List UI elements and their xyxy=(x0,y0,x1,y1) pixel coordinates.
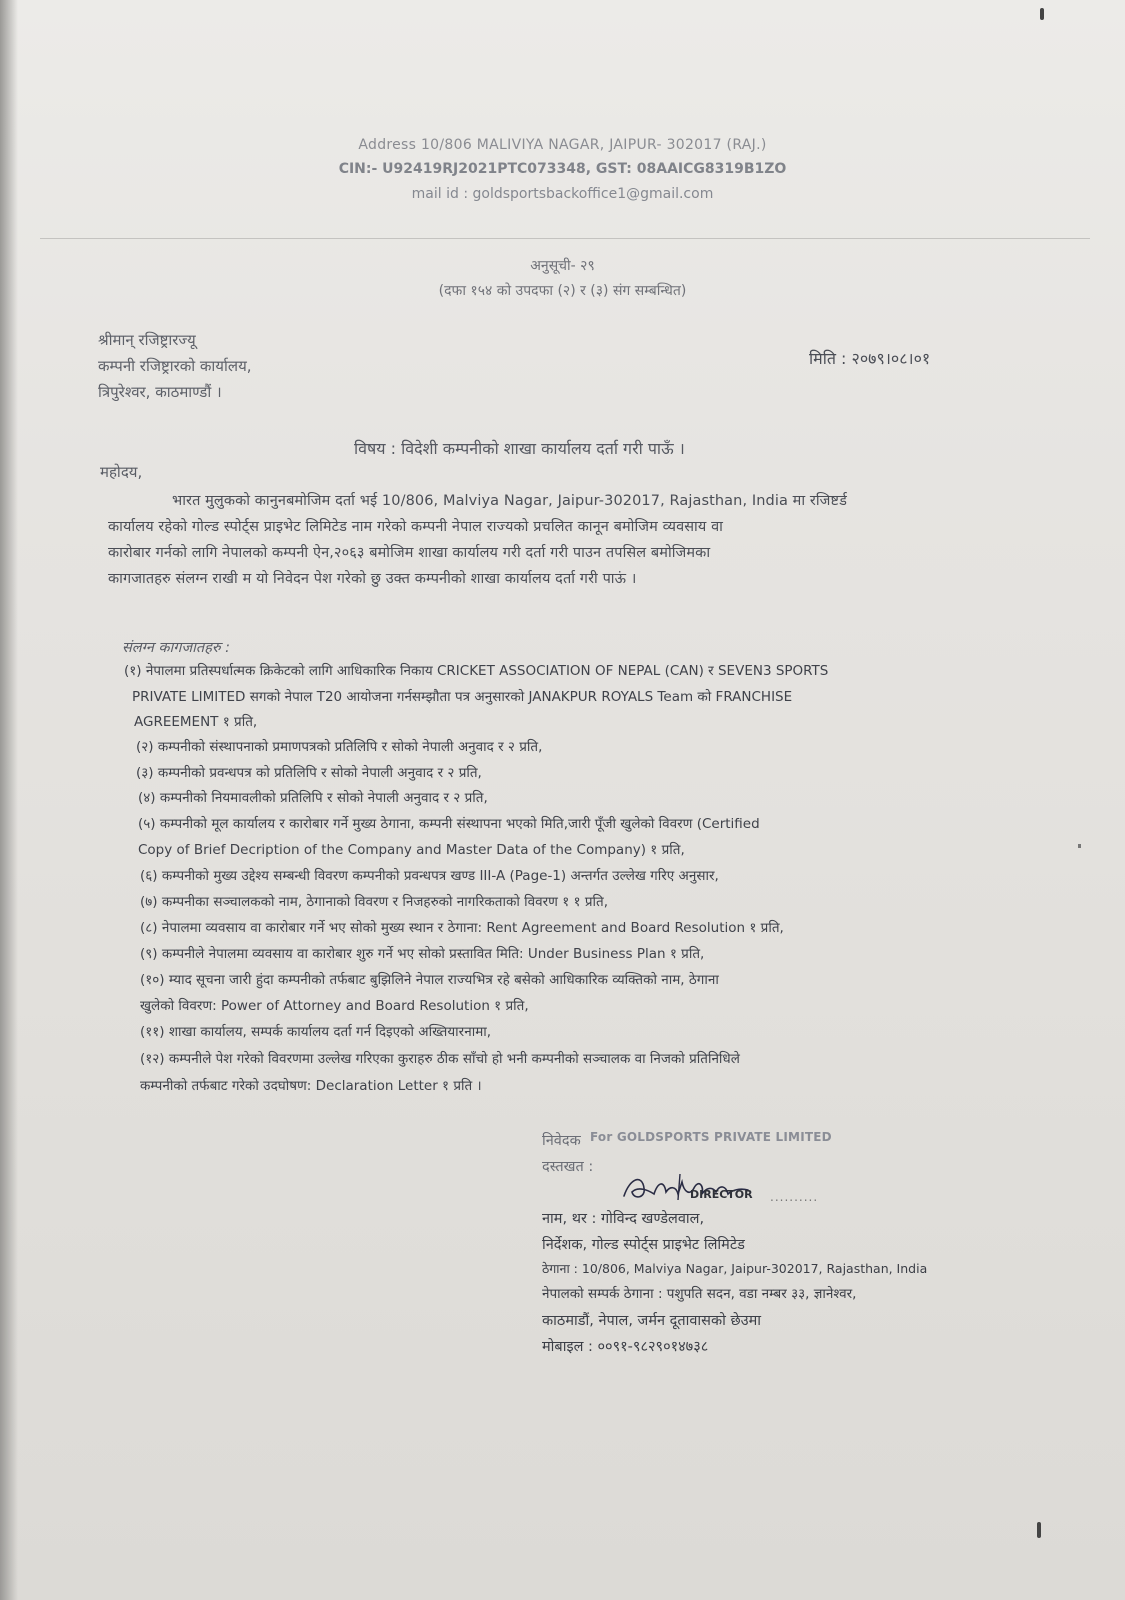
letter-date: मिति : २०७९।०८।०१ xyxy=(809,349,931,368)
enclosure-line: AGREEMENT १ प्रति, xyxy=(134,714,258,730)
enclosure-line: खुलेको विवरण: Power of Attorney and Board Resolution १ प्रति, xyxy=(140,998,529,1014)
enclosure-line: (३) कम्पनीको प्रवन्धपत्र को प्रतिलिपि र सोको नेपाली अनुवाद र २ प्रति, xyxy=(136,765,482,781)
enclosure-line: कम्पनीको तर्फबाट गरेको उदघोषण: Declaration Letter १ प्रति । xyxy=(140,1078,482,1094)
letterhead-address: Address 10/806 MALIVIYA NAGAR, JAIPUR- 302017 (RAJ.) xyxy=(358,137,767,153)
addressee-line-2: कम्पनी रजिष्ट्रारको कार्यालय, xyxy=(98,357,252,375)
enclosure-line: PRIVATE LIMITED सगको नेपाल T20 आयोजना गर्नसम्झौता पत्र अनुसारको JANAKPUR ROYALS Team को FRANCHISE xyxy=(132,689,793,705)
enclosure-line: (७) कम्पनीका सञ्चालकको नाम, ठेगानाको विवरण र निजहरुको नागरिकताको विवरण १ १ प्रति, xyxy=(140,894,608,910)
addressee-line-1: श्रीमान् रजिष्ट्रारज्यू xyxy=(98,331,196,349)
ink-mark xyxy=(1078,844,1081,848)
ink-mark xyxy=(1037,1522,1041,1538)
enclosures-title: संलग्न कागजातहरु : xyxy=(122,640,231,656)
enclosure-line: Copy of Brief Decription of the Company and Master Data of the Company) १ प्रति, xyxy=(138,842,685,858)
enclosure-line: (४) कम्पनीको नियमावलीको प्रतिलिपि र सोको नेपाली अनुवाद र २ प्रति, xyxy=(138,790,488,806)
schedule-title: अनुसूची- २९ xyxy=(530,258,595,274)
enclosure-line: (६) कम्पनीको मुख्य उद्देश्य सम्बन्धी विवरण कम्पनीको प्रवन्धपत्र खण्ड III-A (Page-1) अन्तर्गत उल्लेख गरिए अनुसार, xyxy=(140,868,719,884)
enclosure-line: (९) कम्पनीले नेपालमा व्यवसाय वा कारोबार शुरु गर्ने भए सोको प्रस्तावित मिति: Under Business Plan १ प्रति, xyxy=(140,946,705,962)
signature-label: दस्तखत : xyxy=(542,1159,594,1175)
signature-dots: .......... xyxy=(770,1190,819,1204)
enclosure-line: (११) शाखा कार्यालय, सम्पर्क कार्यालय दर्ता गर्न दिइएको अख्तियारनामा, xyxy=(140,1024,492,1040)
applicant-designation: निर्देशक, गोल्ड स्पोर्ट्स प्राइभेट लिमिटेड xyxy=(542,1237,745,1253)
letterhead-mail: mail id : goldsportsbackoffice1@gmail.com xyxy=(411,186,714,202)
applicant-label: निवेदक xyxy=(542,1133,581,1149)
applicant-address: ठेगाना : 10/806, Malviya Nagar, Jaipur-302017, Rajasthan, India xyxy=(542,1261,928,1276)
body-line-2: कार्यालय रहेको गोल्ड स्पोर्ट्स प्राइभेट लिमिटेड नाम गरेको कम्पनी नेपाल राज्यको प्रचलित कानून बमोजिम व्यवसाय वा xyxy=(108,519,724,535)
salutation: महोदय, xyxy=(100,463,143,481)
ink-mark xyxy=(1040,8,1044,20)
enclosure-line: (१२) कम्पनीले पेश गरेको विवरणमा उल्लेख गरिएका कुराहरु ठीक साँचो हो भनी कम्पनीको सञ्चालक वा निजको प्रतिनिधिले xyxy=(140,1051,740,1067)
director-title: DIRECTOR xyxy=(690,1188,753,1201)
body-line-1: भारत मुलुकको कानुनबमोजिम दर्ता भई 10/806, Malviya Nagar, Jaipur-302017, Rajasthan, India मा रजिष्टर्ड xyxy=(172,493,847,509)
addressee-line-3: त्रिपुरेश्वर, काठमाण्डौं । xyxy=(98,383,222,401)
letter-subject: विषय : विदेशी कम्पनीको शाखा कार्यालय दर्ता गरी पाऊँ । xyxy=(354,439,685,458)
body-line-3: कारोबार गर्नको लागि नेपालको कम्पनी ऐन,२०६३ बमोजिम शाखा कार्यालय गरी दर्ता गरी पाउन तपसिल बमोजिमका xyxy=(108,545,711,561)
letterhead-divider xyxy=(40,238,1090,239)
body-line-4: कागजातहरु संलग्न राखी म यो निवेदन पेश गरेको छु उक्त कम्पनीको शाखा कार्यालय दर्ता गरी पाऊं । xyxy=(108,571,637,587)
enclosure-line: (१०) म्याद सूचना जारी हुंदा कम्पनीको तर्फबाट बुझिलिने नेपाल राज्यभित्र रहे बसेको आधिकारिक व्यक्तिको नाम, ठेगाना xyxy=(140,972,719,988)
enclosure-line: (५) कम्पनीको मूल कार्यालय र कारोबार गर्ने मुख्य ठेगाना, कम्पनी संस्थापना भएको मिति,जारी पूँजी खुलेको विवरण (Certified xyxy=(138,816,760,832)
applicant-nepal-contact-2: काठमाडौं, नेपाल, जर्मन दूतावासको छेउमा xyxy=(542,1313,762,1329)
enclosure-line: (८) नेपालमा व्यवसाय वा कारोबार गर्ने भए सोको मुख्य स्थान र ठेगाना: Rent Agreement and Board Resolution १ प्रति, xyxy=(140,920,784,936)
enclosure-line: (१) नेपालमा प्रतिस्पर्धात्मक क्रिकेटको लागि आधिकारिक निकाय CRICKET ASSOCIATION OF NEPAL (CAN) र SEVEN3 SPORTS xyxy=(124,663,829,679)
applicant-name: नाम, थर : गोविन्द खण्डेलवाल, xyxy=(542,1211,705,1227)
applicant-nepal-contact: नेपालको सम्पर्क ठेगाना : पशुपति सदन, वडा नम्बर ३३, ज्ञानेश्वर, xyxy=(542,1286,857,1302)
applicant-mobile: मोबाइल : ००९१-९८२९०१४७३८ xyxy=(542,1339,709,1355)
page-edge-shadow xyxy=(0,0,18,1600)
company-stamp: For GOLDSPORTS PRIVATE LIMITED xyxy=(590,1130,832,1144)
enclosure-line: (२) कम्पनीको संस्थापनाको प्रमाणपत्रको प्रतिलिपि र सोको नेपाली अनुवाद र २ प्रति, xyxy=(136,739,543,755)
letterhead-cin-gst: CIN:- U92419RJ2021PTC073348, GST: 08AAICG8319B1ZO xyxy=(338,161,787,177)
schedule-reference: (दफा १५४ को उपदफा (२) र (३) संग सम्बन्धित) xyxy=(438,283,687,299)
